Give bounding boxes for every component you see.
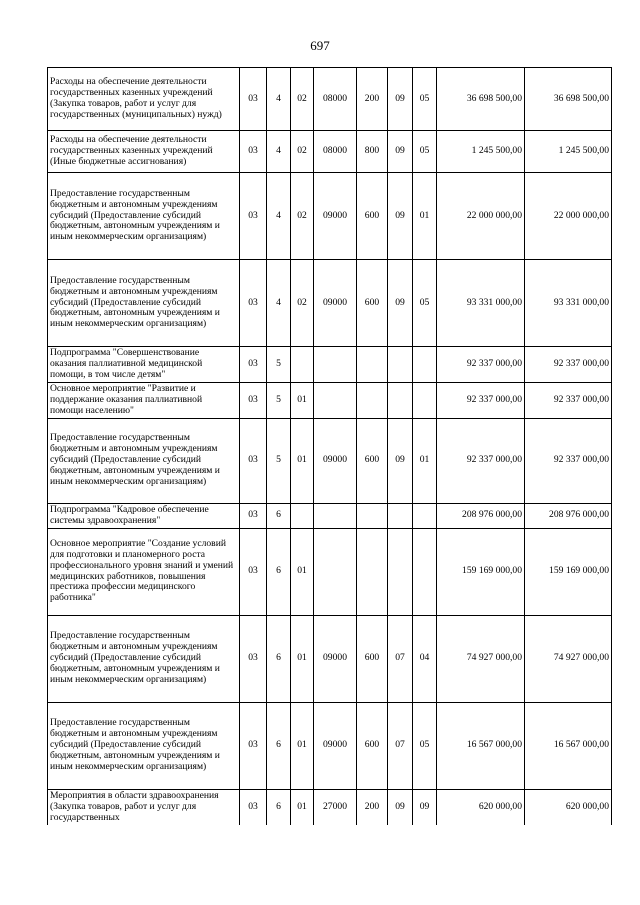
code-measure: 02 bbox=[291, 131, 314, 173]
code-subsection: 05 bbox=[413, 260, 437, 347]
code-program: 03 bbox=[240, 615, 267, 702]
code-subsection bbox=[413, 528, 437, 615]
amount-year-1: 92 337 000,00 bbox=[437, 382, 525, 418]
code-direction: 09000 bbox=[314, 173, 357, 260]
code-measure: 02 bbox=[291, 173, 314, 260]
table-row bbox=[48, 702, 612, 789]
code-section bbox=[388, 382, 413, 418]
code-direction: 09000 bbox=[314, 702, 357, 789]
code-section: 07 bbox=[388, 702, 413, 789]
code-program: 03 bbox=[240, 789, 267, 825]
code-direction bbox=[314, 347, 357, 383]
amount-year-1: 620 000,00 bbox=[437, 789, 525, 825]
code-expense-type bbox=[357, 528, 388, 615]
amount-year-2: 620 000,00 bbox=[525, 789, 612, 825]
code-measure bbox=[291, 503, 314, 528]
code-expense-type: 600 bbox=[357, 173, 388, 260]
code-subprogram: 6 bbox=[267, 615, 291, 702]
code-measure: 01 bbox=[291, 382, 314, 418]
code-subprogram: 4 bbox=[267, 131, 291, 173]
code-measure: 01 bbox=[291, 528, 314, 615]
budget-table bbox=[47, 67, 612, 825]
amount-year-1: 159 169 000,00 bbox=[437, 528, 525, 615]
row-name: Подпрограмма "Совершенствование оказания паллиативной медицинской помощи, в том числе детям" bbox=[48, 347, 240, 383]
code-program: 03 bbox=[240, 702, 267, 789]
code-subsection: 09 bbox=[413, 789, 437, 825]
amount-year-2: 92 337 000,00 bbox=[525, 418, 612, 503]
code-subprogram: 6 bbox=[267, 702, 291, 789]
amount-year-1: 22 000 000,00 bbox=[437, 173, 525, 260]
code-expense-type: 600 bbox=[357, 260, 388, 347]
code-direction: 09000 bbox=[314, 260, 357, 347]
row-name: Расходы на обеспечение деятельности государственных казенных учреждений (Иные бюджетные ассигнования) bbox=[48, 131, 240, 173]
code-section bbox=[388, 347, 413, 383]
row-name: Предоставление государственным бюджетным и автономным учреждениям субсидий (Предоставление субсидий бюджетным, автономным учреждениям и иным некоммерческим организациям) bbox=[48, 418, 240, 503]
row-name: Подпрограмма "Кадровое обеспечение системы здравоохранения" bbox=[48, 503, 240, 528]
code-subsection: 01 bbox=[413, 418, 437, 503]
code-section: 09 bbox=[388, 131, 413, 173]
code-subsection: 05 bbox=[413, 68, 437, 131]
code-subsection bbox=[413, 382, 437, 418]
code-program: 03 bbox=[240, 503, 267, 528]
code-measure: 01 bbox=[291, 418, 314, 503]
amount-year-2: 36 698 500,00 bbox=[525, 68, 612, 131]
code-section: 09 bbox=[388, 68, 413, 131]
code-program: 03 bbox=[240, 528, 267, 615]
code-program: 03 bbox=[240, 418, 267, 503]
code-direction bbox=[314, 382, 357, 418]
code-section bbox=[388, 528, 413, 615]
code-expense-type: 600 bbox=[357, 702, 388, 789]
code-subprogram: 5 bbox=[267, 418, 291, 503]
code-measure: 01 bbox=[291, 789, 314, 825]
code-subprogram: 4 bbox=[267, 260, 291, 347]
code-expense-type: 800 bbox=[357, 131, 388, 173]
table-row bbox=[48, 789, 612, 825]
code-measure: 02 bbox=[291, 260, 314, 347]
code-subprogram: 5 bbox=[267, 347, 291, 383]
code-expense-type: 600 bbox=[357, 615, 388, 702]
code-section: 09 bbox=[388, 173, 413, 260]
code-direction: 08000 bbox=[314, 68, 357, 131]
amount-year-1: 16 567 000,00 bbox=[437, 702, 525, 789]
code-program: 03 bbox=[240, 68, 267, 131]
code-measure: 01 bbox=[291, 615, 314, 702]
code-direction: 09000 bbox=[314, 418, 357, 503]
amount-year-1: 93 331 000,00 bbox=[437, 260, 525, 347]
table-row bbox=[48, 418, 612, 503]
code-section: 09 bbox=[388, 418, 413, 503]
amount-year-1: 36 698 500,00 bbox=[437, 68, 525, 131]
code-program: 03 bbox=[240, 382, 267, 418]
code-expense-type: 200 bbox=[357, 68, 388, 131]
code-direction bbox=[314, 528, 357, 615]
code-subsection: 04 bbox=[413, 615, 437, 702]
code-direction: 09000 bbox=[314, 615, 357, 702]
table-row bbox=[48, 131, 612, 173]
code-expense-type bbox=[357, 382, 388, 418]
table-row bbox=[48, 382, 612, 418]
code-subprogram: 4 bbox=[267, 68, 291, 131]
row-name: Основное мероприятие "Развитие и поддержание оказания паллиативной помощи населению" bbox=[48, 382, 240, 418]
row-name: Предоставление государственным бюджетным и автономным учреждениям субсидий (Предоставление субсидий бюджетным, автономным учреждениям и иным некоммерческим организациям) bbox=[48, 702, 240, 789]
code-subprogram: 4 bbox=[267, 173, 291, 260]
amount-year-2: 1 245 500,00 bbox=[525, 131, 612, 173]
amount-year-2: 208 976 000,00 bbox=[525, 503, 612, 528]
code-subsection bbox=[413, 503, 437, 528]
amount-year-1: 92 337 000,00 bbox=[437, 347, 525, 383]
amount-year-1: 208 976 000,00 bbox=[437, 503, 525, 528]
code-measure: 02 bbox=[291, 68, 314, 131]
row-name: Основное мероприятие "Создание условий для подготовки и планомерного роста профессионального уровня знаний и умений медицинских работников, повышения престижа профессии медицинского работника" bbox=[48, 528, 240, 615]
row-name: Предоставление государственным бюджетным и автономным учреждениям субсидий (Предоставление субсидий бюджетным, автономным учреждениям и иным некоммерческим организациям) bbox=[48, 615, 240, 702]
table-row bbox=[48, 347, 612, 383]
table-row bbox=[48, 528, 612, 615]
row-name: Предоставление государственным бюджетным и автономным учреждениям субсидий (Предоставление субсидий бюджетным, автономным учреждениям и иным некоммерческим организациям) bbox=[48, 260, 240, 347]
code-direction: 27000 bbox=[314, 789, 357, 825]
code-section: 09 bbox=[388, 789, 413, 825]
amount-year-2: 159 169 000,00 bbox=[525, 528, 612, 615]
code-program: 03 bbox=[240, 131, 267, 173]
code-program: 03 bbox=[240, 347, 267, 383]
code-subsection: 01 bbox=[413, 173, 437, 260]
table-row bbox=[48, 173, 612, 260]
amount-year-2: 22 000 000,00 bbox=[525, 173, 612, 260]
code-expense-type: 200 bbox=[357, 789, 388, 825]
table-row bbox=[48, 503, 612, 528]
amount-year-2: 74 927 000,00 bbox=[525, 615, 612, 702]
amount-year-2: 16 567 000,00 bbox=[525, 702, 612, 789]
code-direction bbox=[314, 503, 357, 528]
code-expense-type bbox=[357, 347, 388, 383]
amount-year-1: 74 927 000,00 bbox=[437, 615, 525, 702]
table-row bbox=[48, 260, 612, 347]
code-section: 09 bbox=[388, 260, 413, 347]
amount-year-2: 92 337 000,00 bbox=[525, 382, 612, 418]
amount-year-1: 92 337 000,00 bbox=[437, 418, 525, 503]
code-subprogram: 6 bbox=[267, 789, 291, 825]
code-section: 07 bbox=[388, 615, 413, 702]
code-subprogram: 6 bbox=[267, 528, 291, 615]
code-subprogram: 6 bbox=[267, 503, 291, 528]
amount-year-2: 93 331 000,00 bbox=[525, 260, 612, 347]
table-row bbox=[48, 615, 612, 702]
code-subprogram: 5 bbox=[267, 382, 291, 418]
code-program: 03 bbox=[240, 260, 267, 347]
row-name: Расходы на обеспечение деятельности государственных казенных учреждений (Закупка товаров, работ и услуг для государственных (муниципальных) нужд) bbox=[48, 68, 240, 131]
code-subsection: 05 bbox=[413, 131, 437, 173]
code-measure bbox=[291, 347, 314, 383]
code-direction: 08000 bbox=[314, 131, 357, 173]
code-subsection bbox=[413, 347, 437, 383]
code-measure: 01 bbox=[291, 702, 314, 789]
row-name: Предоставление государственным бюджетным и автономным учреждениям субсидий (Предоставление субсидий бюджетным, автономным учреждениям и иным некоммерческим организациям) bbox=[48, 173, 240, 260]
code-expense-type: 600 bbox=[357, 418, 388, 503]
amount-year-2: 92 337 000,00 bbox=[525, 347, 612, 383]
amount-year-1: 1 245 500,00 bbox=[437, 131, 525, 173]
table-body bbox=[48, 68, 612, 826]
code-program: 03 bbox=[240, 173, 267, 260]
row-name: Мероприятия в области здравоохранения (Закупка товаров, работ и услуг для государственных bbox=[48, 789, 240, 825]
code-section bbox=[388, 503, 413, 528]
page-number: 697 bbox=[310, 38, 330, 53]
code-subsection: 05 bbox=[413, 702, 437, 789]
code-expense-type bbox=[357, 503, 388, 528]
table-row bbox=[48, 68, 612, 131]
